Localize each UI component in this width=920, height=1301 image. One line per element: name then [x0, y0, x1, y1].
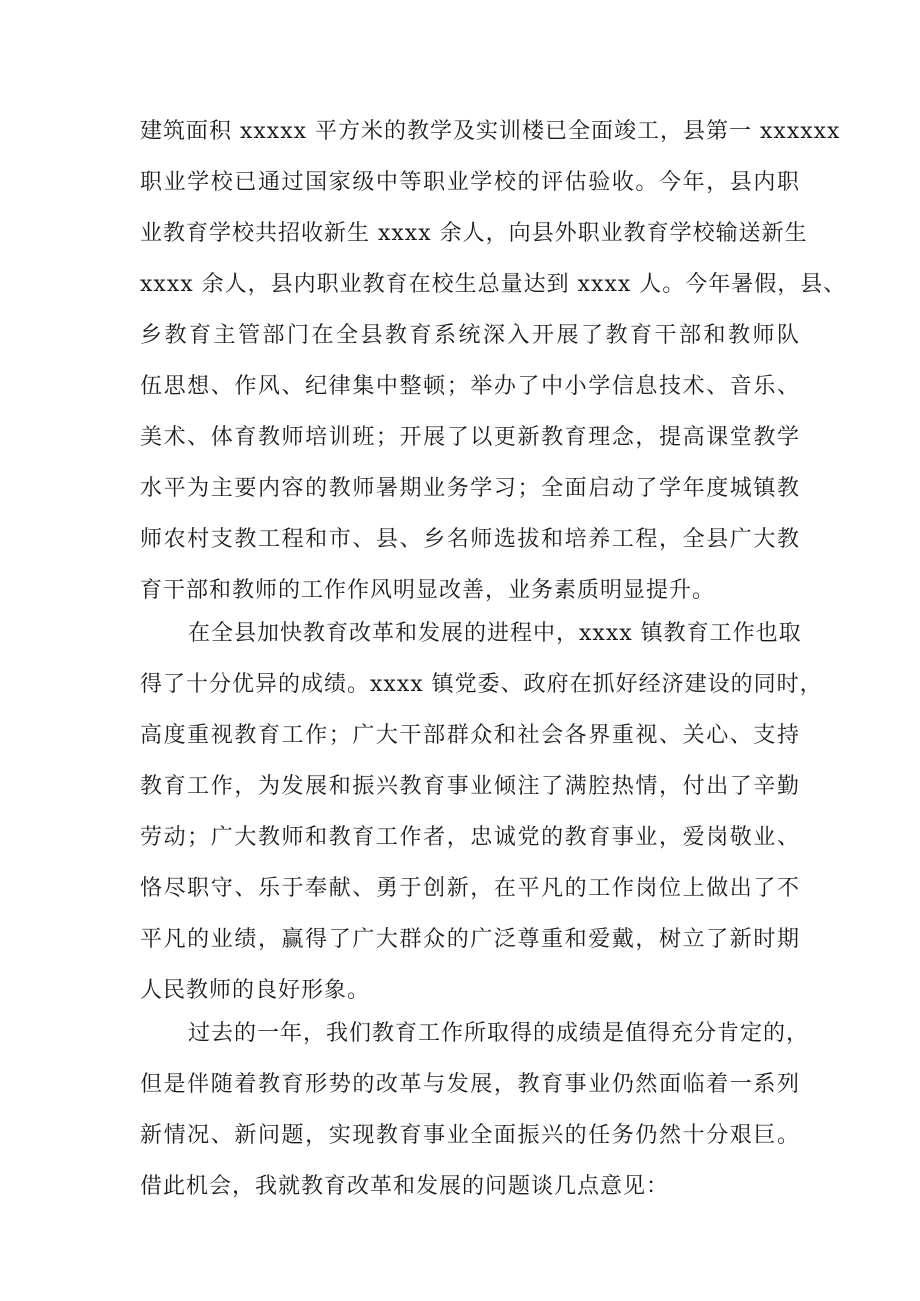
paragraph-3 — [140, 1008, 810, 1212]
paragraph-3-line-1: 过去的一年，我们教育工作所取得的成绩是值得充分肯定的， — [188, 1021, 810, 1046]
paragraph-1-line-5: 乡教育主管部门在全县教育系统深入开展了教育干部和教师队 — [140, 323, 800, 348]
paragraph-2 — [140, 608, 823, 1016]
paragraph-1-line-9: 师农村支教工程和市、县、乡名师选拔和培养工程，全县广大教 — [140, 527, 800, 552]
paragraph-1-line-2: 职业学校已通过国家级中等职业学校的评估验收。今年，县内职 — [140, 170, 800, 195]
paragraph-2-line-8: 人民教师的良好形象。 — [140, 978, 371, 1003]
paragraph-1-line-6: 伍思想、作风、纪律集中整顿；举办了中小学信息技术、音乐、 — [140, 374, 800, 399]
paragraph-1-line-1: 建筑面积 xxxxx 平方米的教学及实训楼已全面竣工，县第一 xxxxxx — [140, 119, 841, 144]
paragraph-3-line-2: 但是伴随着教育形势的改革与发展，教育事业仍然面临着一系列 — [140, 1072, 800, 1097]
paragraph-1 — [140, 106, 847, 616]
paragraph-2-line-5: 劳动；广大教师和教育工作者，忠诚党的教育事业，爱岗敬业、 — [140, 825, 800, 850]
paragraph-2-line-3: 高度重视教育工作；广大干部群众和社会各界重视、关心、支持 — [140, 723, 800, 748]
paragraph-1-line-10: 育干部和教师的工作作风明显改善，业务素质明显提升。 — [140, 578, 716, 603]
paragraph-3-line-3: 新情况、新问题，实现教育事业全面振兴的任务仍然十分艰巨。 — [140, 1123, 800, 1148]
paragraph-2-line-2: 得了十分优异的成绩。xxxx 镇党委、政府在抓好经济建设的同时， — [140, 672, 823, 697]
paragraph-2-line-6: 恪尽职守、乐于奉献、勇于创新，在平凡的工作岗位上做出了不 — [140, 876, 800, 901]
paragraph-1-line-8: 水平为主要内容的教师暑期业务学习；全面启动了学年度城镇教 — [140, 476, 800, 501]
paragraph-2-line-4: 教育工作，为发展和振兴教育事业倾注了满腔热情，付出了辛勤 — [140, 774, 800, 799]
paragraph-1-line-7: 美术、体育教师培训班；开展了以更新教育理念，提高课堂教学 — [140, 425, 800, 450]
paragraph-2-line-7: 平凡的业绩，赢得了广大群众的广泛尊重和爱戴，树立了新时期 — [140, 927, 800, 952]
paragraph-1-line-4: xxxx 余人，县内职业教育在校生总量达到 xxxx 人。今年暑假，县、 — [140, 272, 847, 297]
paragraph-2-line-1: 在全县加快教育改革和发展的进程中，xxxx 镇教育工作也取 — [188, 621, 802, 646]
paragraph-1-line-3: 业教育学校共招收新生 xxxx 余人，向县外职业教育学校输送新生 — [140, 221, 808, 246]
paragraph-3-line-4: 借此机会，我就教育改革和发展的问题谈几点意见： — [140, 1174, 670, 1199]
